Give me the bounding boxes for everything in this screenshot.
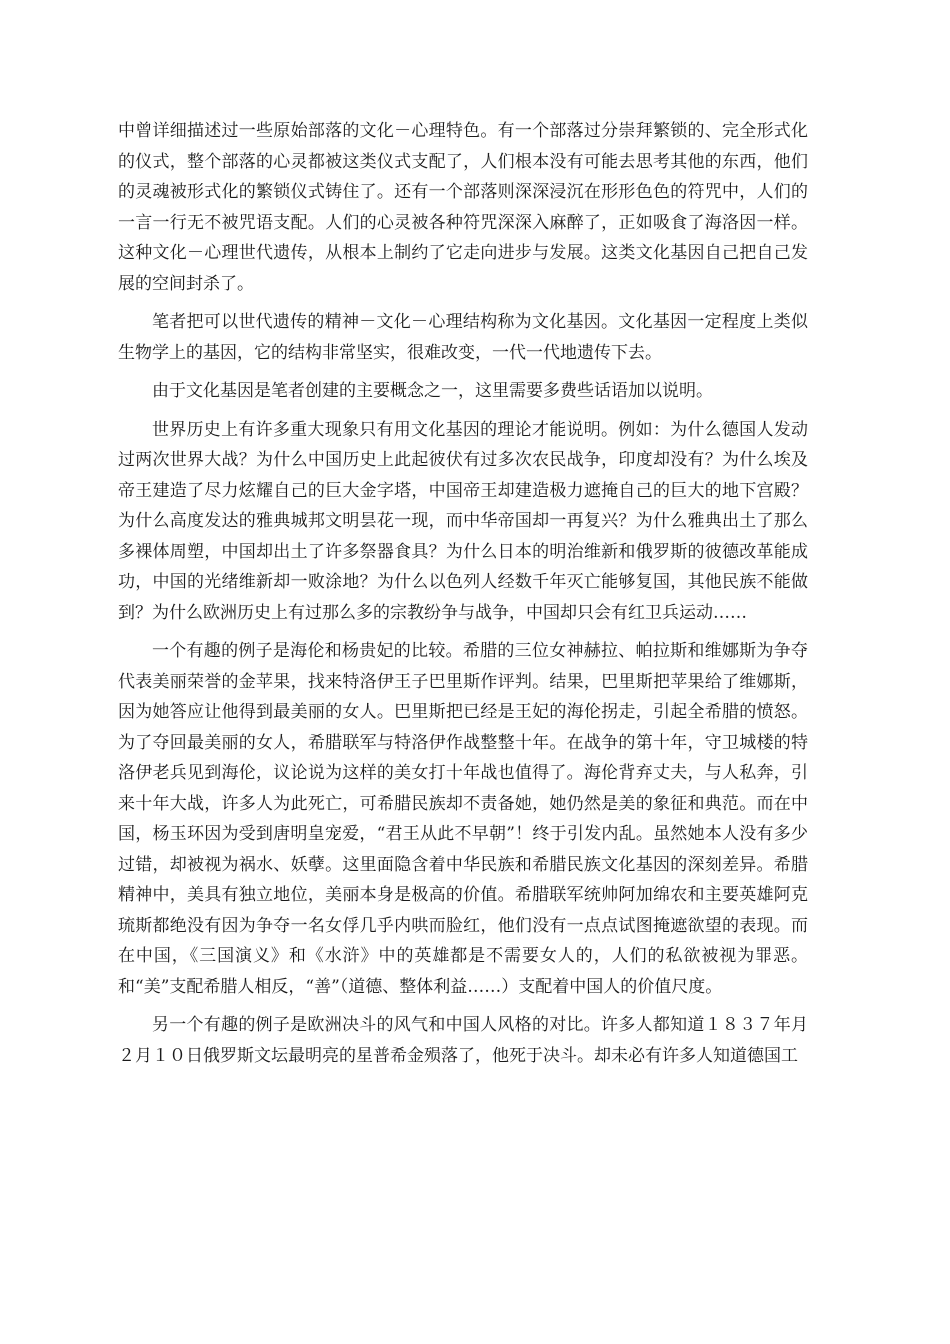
paragraph-1: 中曾详细描述过一些原始部落的文化－心理特色。有一个部落过分崇拜繁锁的、完全形式化的仪式，整个部落的心灵都被这类仪式支配了，人们根本没有可能去思考其他的东西，他们的灵魂被形式化的繁锁仪式铸住了。还有一个部落则深深浸沉在形形色色的符咒中，人们的一言一行无不被咒语支配。人们的心灵被各种符咒深深入麻醉了，正如吸食了海洛因一样。这种文化－心理世代遗传，从根本上制约了它走向进步与发展。这类文化基因自己把自己发展的空间封杀了。 xyxy=(118,121,808,294)
paragraph-3: 由于文化基因是笔者创建的主要概念之一，这里需要多费些话语加以说明。 xyxy=(152,381,713,401)
paragraph-6: 另一个有趣的例子是欧洲决斗的风气和中国人风格的对比。许多人都知道１８３７年月２月１０日俄罗斯文坛最明亮的星普希金殒落了，他死于决斗。却未必有许多人知道德国工 xyxy=(118,1015,808,1066)
document-body xyxy=(118,116,808,1079)
paragraph-5: 一个有趣的例子是海伦和杨贵妃的比较。希腊的三位女神赫拉、帕拉斯和维娜斯为争夺代表美丽荣誉的金苹果，找来特洛伊王子巴里斯作评判。结果，巴里斯把苹果给了维娜斯，因为她答应让他得到最美丽的女人。巴里斯把已经是王妃的海伦拐走，引起全希腊的愤怒。为了夺回最美丽的女人，希腊联军与特洛伊作战整整十年。在战争的第十年，守卫城楼的特洛伊老兵见到海伦，议论说为这样的美女打十年战也值得了。海伦背弃丈夫，与人私奔，引来十年大战，许多人为此死亡，可希腊民族却不责备她，她仍然是美的象征和典范。而在中国，杨玉环因为受到唐明皇宠爱，“君王从此不早朝”！终于引发内乱。虽然她本人没有多少过错，却被视为祸水、妖孽。这里面隐含着中华民族和希腊民族文化基因的深刻差异。希腊精神中，美具有独立地位，美丽本身是极高的价值。希腊联军统帅阿加绵农和主要英雄阿克琉斯都绝没有因为争夺一名女俘几乎内哄而脸红，他们没有一点点试图掩遮欲望的表现。而在中国，《三国演义》和《水浒》中的英雄都是不需要女人的，人们的私欲被视为罪恶。和“美”支配希腊人相反，“善”（道德、整体利益……）支配着中国人的价值尺度。 xyxy=(118,641,808,997)
paragraph-4: 世界历史上有许多重大现象只有用文化基因的理论才能说明。例如：为什么德国人发动过两次世界大战？为什么中国历史上此起彼伏有过多次农民战争，印度却没有？为什么埃及帝王建造了尽力炫耀自己的巨大金字塔，中国帝王却建造极力遮掩自己的巨大的地下宫殿？为什么高度发达的雅典城邦文明昙花一现，而中华帝国却一再复兴？为什么雅典出土了那么多裸体周塑，中国却出土了许多祭器食具？为什么日本的明治维新和俄罗斯的彼德改革能成功，中国的光绪维新却一败涂地？为什么以色列人经数千年灭亡能够复国，其他民族不能做到？为什么欧洲历史上有过那么多的宗教纷争与战争，中国却只会有红卫兵运动…… xyxy=(118,419,808,623)
paragraph-2: 笔者把可以世代遗传的精神－文化－心理结构称为文化基因。文化基因一定程度上类似生物学上的基因，它的结构非常坚实，很难改变，一代一代地遗传下去。 xyxy=(118,312,808,363)
